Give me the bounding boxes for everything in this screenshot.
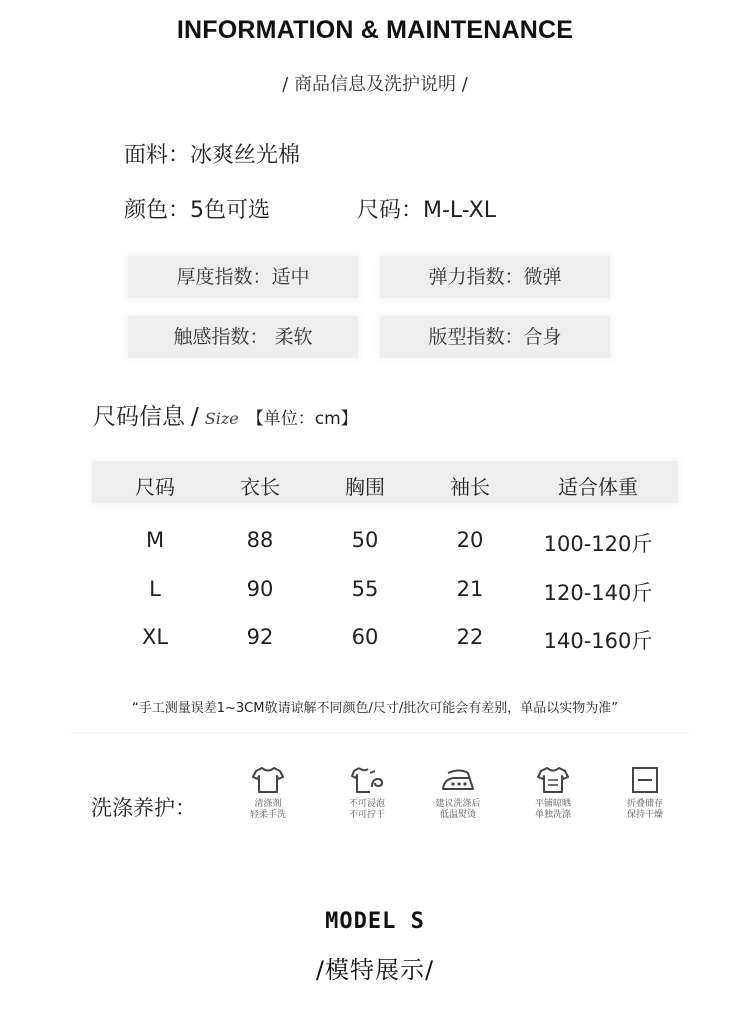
table-row <box>92 625 678 655</box>
care-text: 清涤剂 轻柔手洗 <box>249 799 286 820</box>
touch-index-box: 触感指数： 柔软 <box>128 316 358 358</box>
cell-size: M <box>145 528 165 552</box>
care-text: 建议洗涤后 低温熨烫 <box>435 799 481 820</box>
cell-sleeve: 21 <box>456 577 484 601</box>
fabric-info: 面料：冰爽丝光棉 <box>124 143 301 168</box>
measurement-disclaimer: “手工测量误差1~3CM敬请谅解不同颜色/尺寸/批次可能会有差别，单品以实物为准” <box>132 701 618 716</box>
care-item-flat-dry <box>513 765 593 821</box>
model-title-chinese: /模特展示/ <box>315 956 435 984</box>
fold-store-icon <box>630 765 660 795</box>
care-item-no-soak <box>327 765 407 821</box>
size-unit-label: 【单位：cm】 <box>246 409 358 429</box>
header-length: 衣长 <box>240 475 280 499</box>
elasticity-index-box: 弹力指数：微弹 <box>380 256 610 298</box>
cell-chest: 55 <box>351 577 379 601</box>
size-range-info: 尺码：M-L-XL <box>357 198 496 223</box>
cell-sleeve: 22 <box>456 625 484 649</box>
size-info-title: 尺码信息 <box>93 404 185 430</box>
cell-size: L <box>149 577 161 601</box>
cell-chest: 60 <box>351 625 379 649</box>
header-chest: 胸围 <box>345 475 385 499</box>
header-size: 尺码 <box>135 475 175 499</box>
cell-size: XL <box>141 625 169 649</box>
care-label: 洗涤养护： <box>91 796 196 820</box>
page-subtitle: / 商品信息及洗护说明 / <box>282 74 468 95</box>
header-sleeve: 袖长 <box>450 475 490 499</box>
care-text: 不可浸泡 不可拧干 <box>348 799 385 820</box>
care-text: 平铺晾晒 单独洗涤 <box>534 799 571 820</box>
size-info-slash: / <box>191 404 199 430</box>
model-title-english: MODEL S <box>325 909 425 934</box>
color-info: 颜色：5色可选 <box>124 198 270 223</box>
size-info-heading <box>93 398 358 431</box>
cell-length: 90 <box>246 577 274 601</box>
care-item-fold-store <box>605 765 685 821</box>
cell-sleeve: 20 <box>456 528 484 552</box>
cell-weight: 100-120斤 <box>543 532 653 556</box>
care-item-hand-wash <box>228 765 308 821</box>
thickness-index-box: 厚度指数：适中 <box>128 256 358 298</box>
tshirt-dry-icon <box>536 765 570 795</box>
cell-weight: 120-140斤 <box>543 581 653 605</box>
table-row <box>92 528 678 558</box>
care-item-iron <box>418 765 498 821</box>
size-table-header <box>92 461 678 503</box>
cell-length: 92 <box>246 625 274 649</box>
page-title: INFORMATION & MAINTENANCE <box>176 16 574 44</box>
cell-chest: 50 <box>351 528 379 552</box>
cell-weight: 140-160斤 <box>543 629 653 653</box>
size-info-english: Size <box>204 409 239 428</box>
no-soak-icon <box>350 765 384 795</box>
cell-length: 88 <box>246 528 274 552</box>
fit-index-box: 版型指数：合身 <box>380 316 610 358</box>
table-row <box>92 577 678 607</box>
tshirt-wash-icon <box>251 765 285 795</box>
section-divider <box>70 732 690 733</box>
iron-icon <box>440 765 476 795</box>
care-text: 折叠储存 保持干燥 <box>626 799 663 820</box>
header-weight: 适合体重 <box>558 475 638 499</box>
